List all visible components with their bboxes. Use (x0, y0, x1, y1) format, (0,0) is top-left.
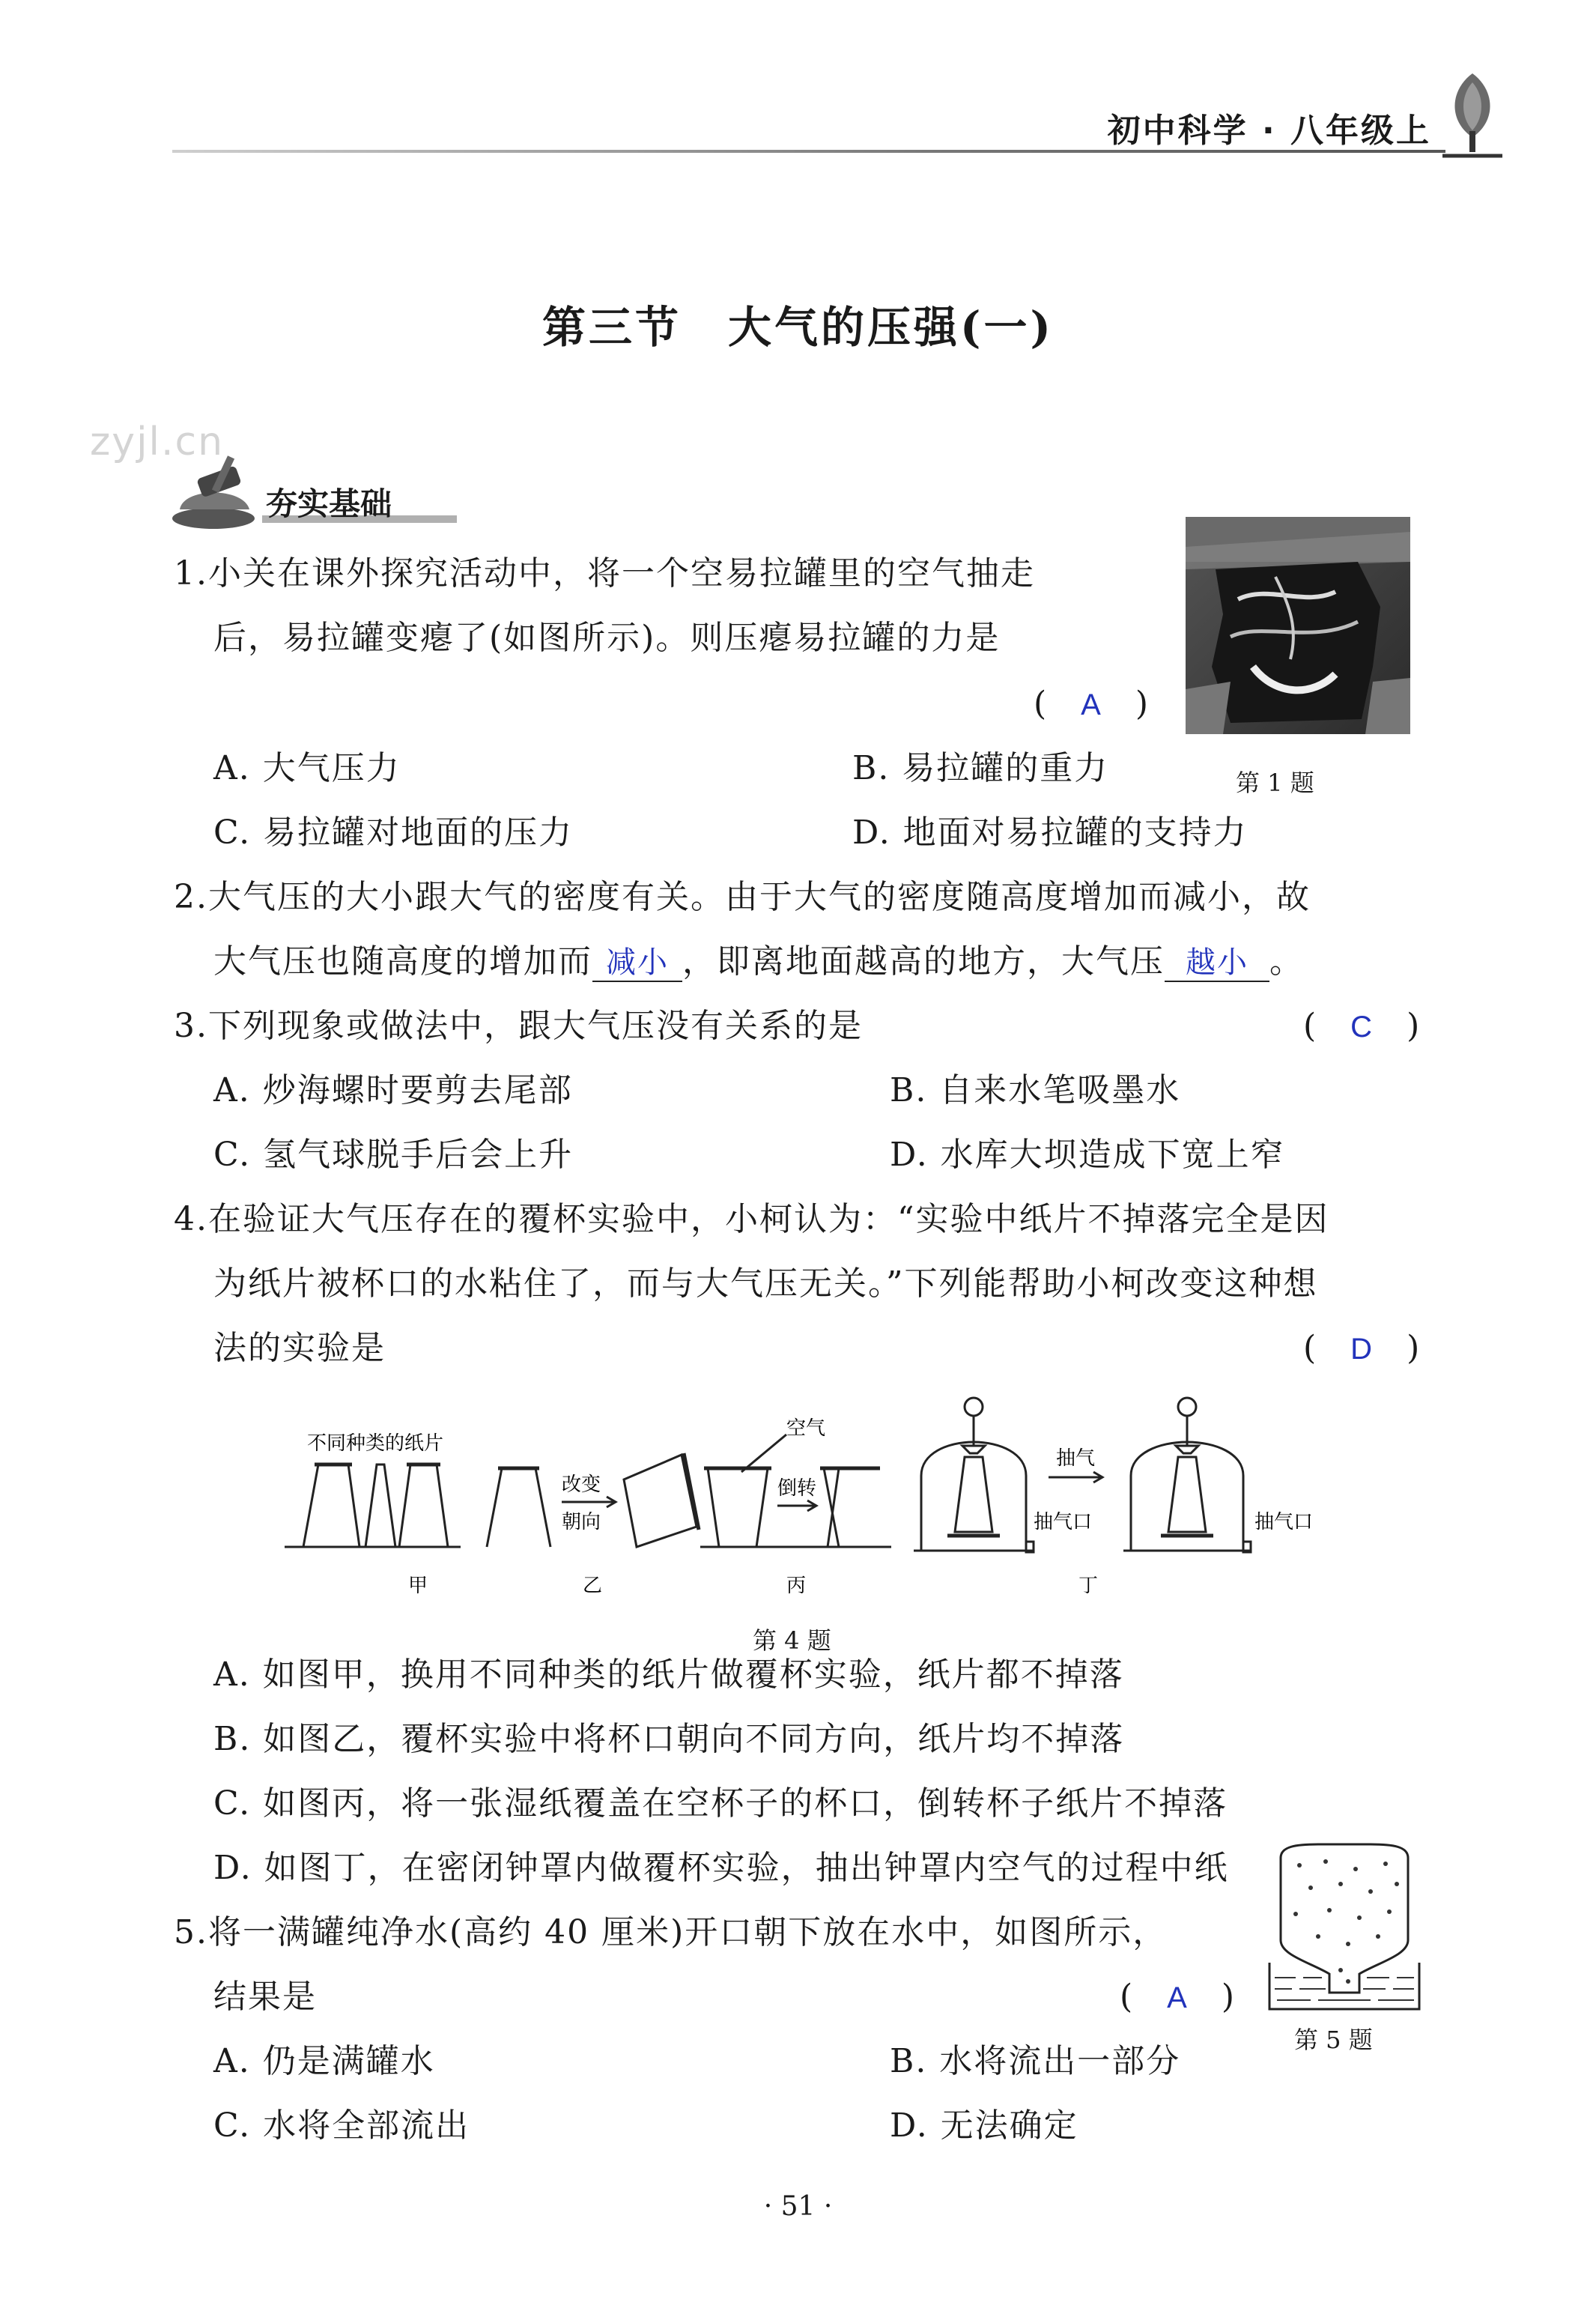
section-label: 夯实基础 (266, 485, 392, 522)
fig4-label-papers: 不同种类的纸片 (307, 1432, 444, 1455)
q1-answer: A (1081, 688, 1102, 721)
q1-option-b: B. 易拉罐的重力 (852, 749, 1109, 787)
q3-answer: C (1350, 1011, 1374, 1044)
q4-caption: 第 4 题 (753, 1626, 831, 1655)
q1-caption: 第 1 题 (1236, 769, 1314, 797)
paren-open: ( (1034, 685, 1049, 723)
page-number: · 51 · (763, 2191, 833, 2222)
crushed-can-photo (1186, 517, 1410, 734)
paren-open: ( (1303, 1329, 1318, 1367)
q2-blank1: 减小 (592, 945, 682, 982)
fig4-label-change1: 改变 (562, 1473, 601, 1496)
q2-blank2: 越小 (1165, 945, 1269, 982)
q1-option-a: A. 大气压力 (213, 749, 401, 787)
q4-answer: D (1350, 1333, 1374, 1366)
paren-open: ( (1303, 1007, 1318, 1045)
paren-close: ) (1407, 1329, 1421, 1367)
watermark: zyjl.cn (90, 420, 225, 464)
q2-text-part3: 。 (1269, 942, 1304, 981)
q1-option-c: C. 易拉罐对地面的压力 (213, 814, 574, 852)
q1-line2: 后，易拉罐变瘪了(如图所示)。则压瘪易拉罐的力是 (213, 619, 1001, 657)
q2-line2 (213, 939, 1304, 984)
q1-line1: 1.小关在课外探究活动中，将一个空易拉罐里的空气抽走 (174, 554, 1035, 593)
fig4-label-yi: 乙 (583, 1575, 603, 1597)
paren-close: ) (1407, 1007, 1421, 1045)
q5-caption: 第 5 题 (1294, 2026, 1373, 2054)
q3-line1: 3.下列现象或做法中，跟大气压没有关系的是 (174, 1007, 863, 1045)
paren-open: ( (1120, 1978, 1135, 2016)
paren-close: ) (1221, 1978, 1237, 2016)
fig4-label-change2: 朝向 (562, 1511, 601, 1533)
q4-line2: 为纸片被杯口的水粘住了，而与大气压无关。”下列能帮助小柯改变这种想 (213, 1264, 1318, 1303)
header-rule (172, 150, 1445, 153)
fig4-label-pump: 抽气 (1056, 1447, 1096, 1470)
q5-answer-bracket (1120, 1975, 1236, 2020)
q5-answer: A (1167, 1981, 1189, 2014)
fig4-label-invert: 倒转 (777, 1477, 817, 1500)
q5-option-d: D. 无法确定 (890, 2106, 1078, 2145)
q2-line1: 2.大气压的大小跟大气的密度有关。由于大气的密度随高度增加而减小，故 (174, 878, 1311, 916)
q4-answer-bracket (1303, 1326, 1421, 1372)
q4-option-d: D. 如图丁，在密闭钟罩内做覆杯实验，抽出钟罩内空气的过程中纸 (213, 1849, 1229, 1887)
tree-logo-icon (1435, 67, 1510, 161)
q3-option-c: C. 氢气球脱手后会上升 (213, 1136, 574, 1174)
fig4-label-air: 空气 (786, 1417, 826, 1440)
q5-line2: 结果是 (213, 1978, 317, 2016)
hammer-anvil-icon (169, 449, 273, 532)
q1-answer-bracket (1034, 682, 1150, 727)
water-jug-figure (1266, 1843, 1423, 2011)
q3-option-d: D. 水库大坝造成下宽上窄 (890, 1136, 1285, 1174)
q4-option-a: A. 如图甲，换用不同种类的纸片做覆杯实验，纸片都不掉落 (213, 1656, 1124, 1694)
q5-option-a: A. 仍是满罐水 (213, 2042, 435, 2080)
q4-figure (277, 1393, 1326, 1611)
book-header: 初中科学 · 八年级上 (1107, 112, 1431, 150)
fig4-label-bing: 丙 (786, 1575, 807, 1597)
q3-answer-bracket (1303, 1004, 1421, 1049)
q1-option-d: D. 地面对易拉罐的支持力 (852, 814, 1248, 852)
fig4-label-jia: 甲 (408, 1575, 428, 1597)
page-title: 第三节 大气的压强(一) (542, 302, 1054, 353)
fig4-label-ding: 丁 (1078, 1575, 1099, 1597)
q4-line3: 法的实验是 (213, 1329, 386, 1367)
q5-option-b: B. 水将流出一部分 (890, 2042, 1181, 2080)
q3-option-b: B. 自来水笔吸墨水 (890, 1071, 1181, 1109)
fig4-label-outlet-right: 抽气口 (1254, 1511, 1314, 1533)
q5-line1: 5.将一满罐纯净水(高约 40 厘米)开口朝下放在水中，如图所示， (174, 1913, 1168, 1951)
q2-text-part2: ，即离地面越高的地方，大气压 (682, 942, 1165, 981)
q2-text-part1: 大气压也随高度的增加而 (213, 942, 592, 981)
q4-option-b: B. 如图乙，覆杯实验中将杯口朝向不同方向，纸片均不掉落 (213, 1720, 1125, 1758)
paren-close: ) (1135, 685, 1150, 723)
q4-line1: 4.在验证大气压存在的覆杯实验中，小柯认为：“实验中纸片不掉落完全是因 (174, 1200, 1329, 1238)
q5-option-c: C. 水将全部流出 (213, 2106, 470, 2145)
q4-option-c: C. 如图丙，将一张湿纸覆盖在空杯子的杯口，倒转杯子纸片不掉落 (213, 1784, 1228, 1823)
q3-option-a: A. 炒海螺时要剪去尾部 (213, 1071, 573, 1109)
fig4-label-outlet-left: 抽气口 (1034, 1511, 1093, 1533)
